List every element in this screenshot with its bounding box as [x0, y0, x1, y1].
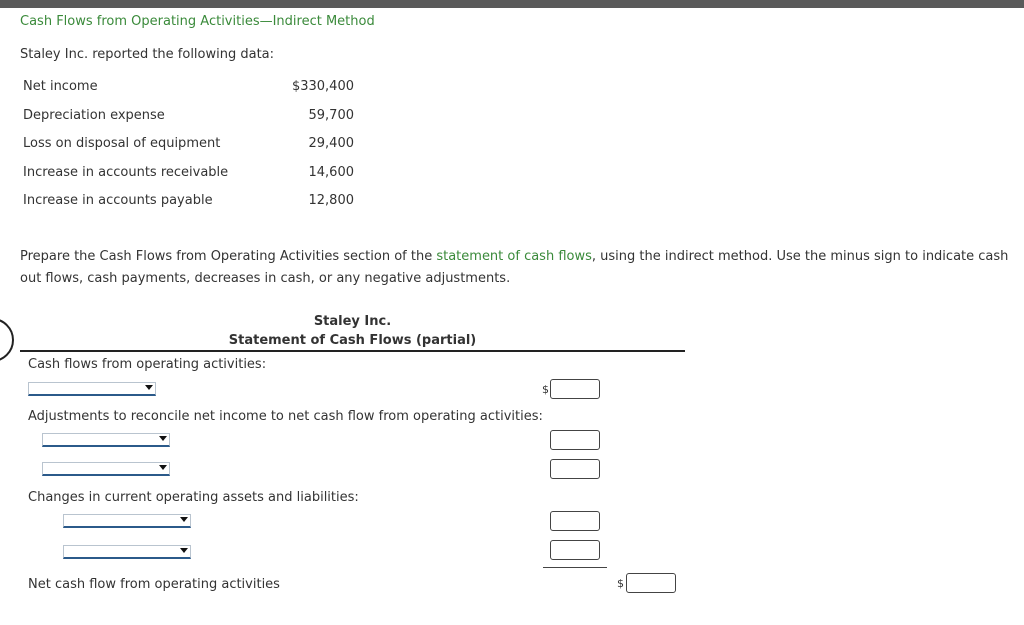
given-value-increase-ap: 12,800 — [308, 193, 354, 208]
intro-text: Staley Inc. reported the following data: — [20, 47, 275, 62]
net-cash-flow-label: Net cash flow from operating activities — [28, 577, 280, 592]
currency-sign: $ — [617, 577, 624, 590]
given-value-net-income: $330,400 — [291, 79, 354, 94]
given-label-increase-ap: Increase in accounts payable — [23, 193, 213, 208]
adjustment-item-dropdown-1[interactable] — [42, 433, 170, 447]
adjustment-item-dropdown-2[interactable] — [42, 462, 170, 476]
given-value-increase-ar: 14,600 — [308, 165, 354, 180]
section-operating-label: Cash flows from operating activities: — [28, 357, 267, 372]
instructions-after: , using the indirect method. Use the minus sign to indicate cash out flows, cash payments, decreases in cash, or any negative adjustments. — [20, 249, 1009, 286]
adjustment-amount-input-2[interactable] — [550, 459, 600, 479]
step-circle-icon — [0, 318, 14, 362]
instructions-before: Prepare the Cash Flows from Operating Activities section of the — [20, 249, 437, 264]
instructions — [20, 246, 1020, 290]
top-bar — [0, 0, 1024, 8]
net-income-amount-input[interactable] — [550, 379, 600, 399]
chevron-down-icon — [180, 517, 188, 522]
adjustment-amount-input-1[interactable] — [550, 430, 600, 450]
given-label-loss-disposal: Loss on disposal of equipment — [23, 136, 221, 151]
section-changes-label: Changes in current operating assets and liabilities: — [28, 490, 359, 505]
change-item-dropdown-1[interactable] — [63, 514, 191, 528]
given-label-depreciation: Depreciation expense — [23, 108, 165, 123]
page-title: Cash Flows from Operating Activities—Indirect Method — [20, 14, 375, 29]
chevron-down-icon — [159, 436, 167, 441]
change-item-dropdown-2[interactable] — [63, 545, 191, 559]
section-adjustments-label: Adjustments to reconcile net income to net cash flow from operating activities: — [28, 409, 543, 424]
given-value-loss-disposal: 29,400 — [308, 136, 354, 151]
statement-of-cash-flows-link[interactable]: statement of cash flows — [436, 249, 592, 264]
chevron-down-icon — [159, 465, 167, 470]
currency-sign: $ — [542, 383, 549, 396]
chevron-down-icon — [145, 385, 153, 390]
subtotal-rule — [543, 567, 607, 568]
net-cash-flow-input[interactable] — [626, 573, 676, 593]
given-label-increase-ar: Increase in accounts receivable — [23, 165, 229, 180]
given-label-net-income: Net income — [23, 79, 98, 94]
operating-item-dropdown[interactable] — [28, 382, 156, 396]
given-value-depreciation: 59,700 — [308, 108, 354, 123]
company-name: Staley Inc. — [313, 314, 392, 329]
change-amount-input-1[interactable] — [550, 511, 600, 531]
chevron-down-icon — [180, 548, 188, 553]
change-amount-input-2[interactable] — [550, 540, 600, 560]
header-rule — [20, 350, 685, 352]
statement-name: Statement of Cash Flows (partial) — [228, 333, 477, 348]
